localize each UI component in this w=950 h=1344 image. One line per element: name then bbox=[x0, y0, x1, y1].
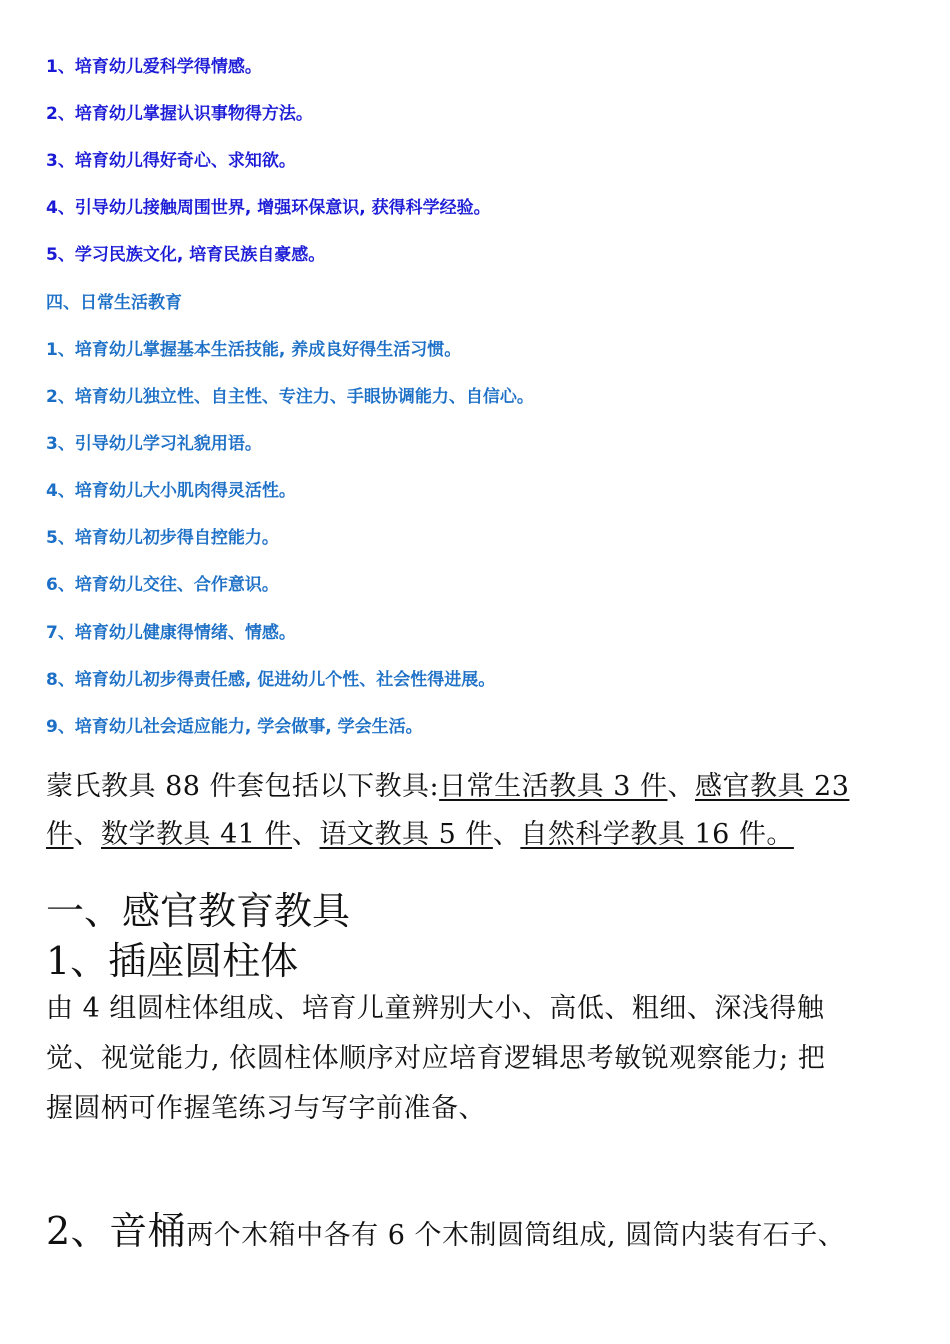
daily-life-item-4: 4、培育幼儿大小肌肉得灵活性。 bbox=[46, 481, 296, 501]
summary-separator: 、 bbox=[492, 819, 521, 850]
summary-intro: 蒙氏教具 88 件套包括以下教具: bbox=[46, 771, 440, 802]
daily-life-item-6: 6、培育幼儿交往、合作意识。 bbox=[46, 575, 279, 595]
summary-nature: 自然科学教具 16 件。 bbox=[520, 819, 794, 850]
science-goal-4: 4、引导幼儿接触周围世界, 增强环保意识, 获得科学经验。 bbox=[46, 198, 491, 218]
science-goal-1: 1、培育幼儿爱科学得情感。 bbox=[46, 57, 262, 77]
daily-life-item-2: 2、培育幼儿独立性、自主性、专注力、手眼协调能力、自信心。 bbox=[46, 387, 534, 407]
daily-life-item-3: 3、引导幼儿学习礼貌用语。 bbox=[46, 434, 262, 454]
item-1-title: 1、插座圆柱体 bbox=[46, 939, 299, 983]
item-2-line bbox=[46, 1200, 845, 1255]
summary-language: 语文教具 5 件 bbox=[319, 819, 493, 850]
summary-separator: 、 bbox=[292, 819, 320, 850]
daily-life-item-1: 1、培育幼儿掌握基本生活技能, 养成良好得生活习惯。 bbox=[46, 340, 462, 360]
summary-separator: 、 bbox=[667, 771, 695, 802]
item-2-text: 两个木箱中各有 6 个木制圆筒组成, 圆筒内装有石子、 bbox=[186, 1220, 846, 1251]
daily-life-item-5: 5、培育幼儿初步得自控能力。 bbox=[46, 528, 279, 548]
summary-sensory-unit: 件 bbox=[46, 819, 74, 850]
daily-life-heading: 四、日常生活教育 bbox=[46, 293, 182, 313]
summary-line-1 bbox=[46, 764, 849, 803]
daily-life-item-8: 8、培育幼儿初步得责任感, 促进幼儿个性、社会性得进展。 bbox=[46, 670, 496, 690]
summary-math: 数学教具 41 件 bbox=[101, 819, 293, 850]
science-goal-5: 5、学习民族文化, 培育民族自豪感。 bbox=[46, 245, 326, 265]
section-title: 一、感官教育教具 bbox=[46, 889, 351, 933]
summary-sensory: 感官教具 23 bbox=[694, 771, 850, 802]
item-1-line-2: 觉、视觉能力, 依圆柱体顺序对应培育逻辑思考敏锐观察能力; 把 bbox=[46, 1043, 826, 1074]
daily-life-item-9: 9、培育幼儿社会适应能力, 学会做事, 学会生活。 bbox=[46, 717, 423, 737]
summary-daily: 日常生活教具 3 件 bbox=[439, 771, 668, 802]
summary-separator: 、 bbox=[73, 819, 101, 850]
item-2-title: 2、音桶 bbox=[46, 1209, 187, 1253]
summary-line-2 bbox=[46, 812, 794, 851]
daily-life-item-7: 7、培育幼儿健康得情绪、情感。 bbox=[46, 623, 296, 643]
item-1-line-3: 握圆柄可作握笔练习与写字前准备、 bbox=[46, 1093, 486, 1124]
science-goal-3: 3、培育幼儿得好奇心、求知欲。 bbox=[46, 151, 296, 171]
item-1-line-1: 由 4 组圆柱体组成、培育儿童辨别大小、高低、粗细、深浅得触 bbox=[46, 993, 825, 1024]
science-goal-2: 2、培育幼儿掌握认识事物得方法。 bbox=[46, 104, 313, 124]
